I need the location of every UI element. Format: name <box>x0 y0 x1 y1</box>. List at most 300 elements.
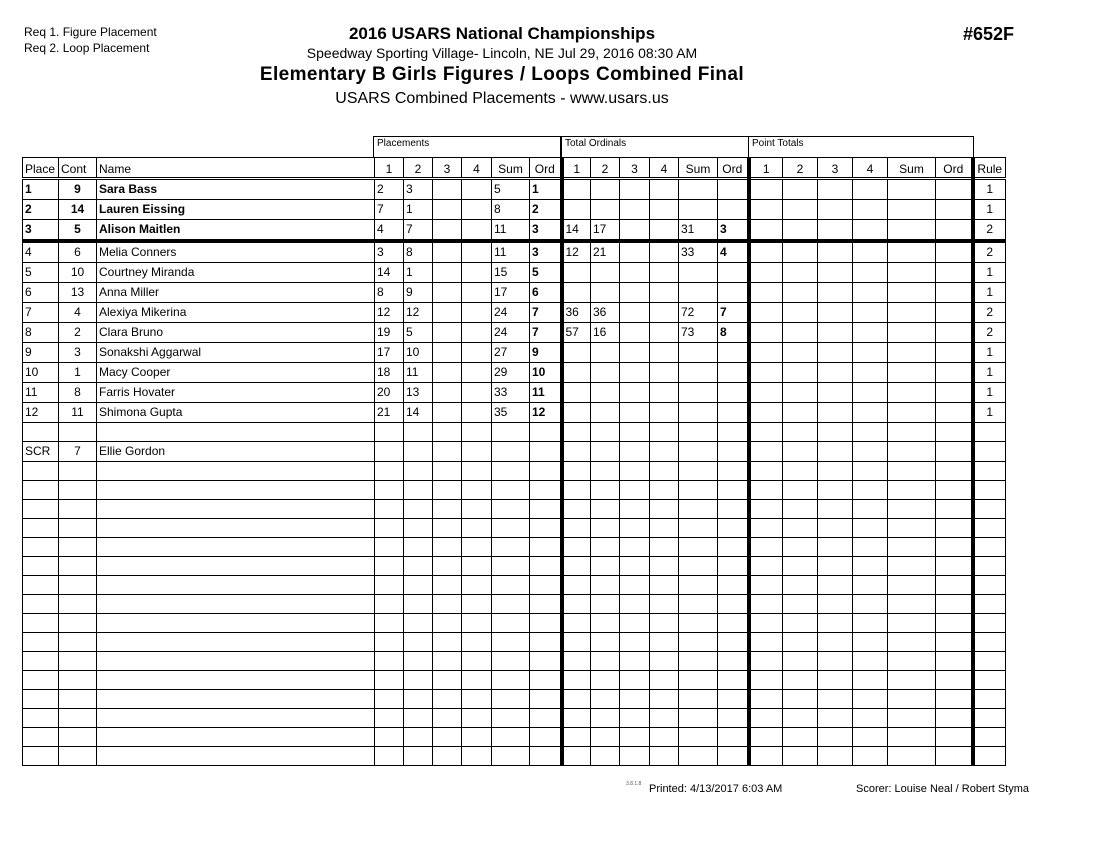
cell-t4 <box>650 633 679 652</box>
cell-p2 <box>404 595 433 614</box>
column-header-4: 4 <box>462 158 492 179</box>
printed-timestamp: Printed: 4/13/2017 6:03 AM <box>649 783 783 795</box>
cell-t4 <box>650 576 679 595</box>
cell-cont <box>59 614 97 633</box>
cell-qord <box>936 303 973 323</box>
cell-q2 <box>783 671 818 690</box>
cell-name <box>97 423 375 442</box>
cell-psum <box>492 595 530 614</box>
cell-q4 <box>853 538 888 557</box>
cell-p1: 4 <box>375 220 404 242</box>
empty-row <box>23 576 1006 595</box>
cell-cont <box>59 595 97 614</box>
cell-tord <box>718 538 749 557</box>
cell-t3 <box>620 557 650 576</box>
cell-qsum <box>888 614 936 633</box>
cell-psum <box>492 633 530 652</box>
cell-t1: 57 <box>562 323 591 343</box>
cell-cont: 14 <box>59 200 97 220</box>
cell-t4 <box>650 481 679 500</box>
cell-t2 <box>591 652 620 671</box>
cell-q2 <box>783 283 818 303</box>
cell-name <box>97 709 375 728</box>
cell-t4 <box>650 283 679 303</box>
cell-rule <box>973 442 1006 462</box>
cell-t3 <box>620 323 650 343</box>
cell-p2 <box>404 462 433 481</box>
cell-p4 <box>462 383 492 403</box>
cell-t1: 36 <box>562 303 591 323</box>
cell-place <box>23 633 59 652</box>
cell-psum <box>492 747 530 766</box>
column-header-3: 3 <box>818 158 853 179</box>
cell-place: 5 <box>23 263 59 283</box>
cell-p2: 5 <box>404 323 433 343</box>
cell-name <box>97 462 375 481</box>
cell-place: 2 <box>23 200 59 220</box>
cell-q3 <box>818 263 853 283</box>
cell-q2 <box>783 241 818 263</box>
cell-p4 <box>462 200 492 220</box>
empty-row <box>23 595 1006 614</box>
cell-pord <box>530 633 562 652</box>
cell-tord <box>718 709 749 728</box>
cell-t4 <box>650 500 679 519</box>
cell-q3 <box>818 481 853 500</box>
cell-name <box>97 652 375 671</box>
cell-qsum <box>888 423 936 442</box>
cell-tord <box>718 576 749 595</box>
event-subtitle: USARS Combined Placements - www.usars.us <box>335 90 669 107</box>
column-header-3: 3 <box>620 158 650 179</box>
cell-t2 <box>591 595 620 614</box>
cell-tsum <box>679 363 718 383</box>
cell-p1 <box>375 595 404 614</box>
cell-t1 <box>562 671 591 690</box>
cell-t3 <box>620 633 650 652</box>
cell-p4 <box>462 423 492 442</box>
cell-t4 <box>650 383 679 403</box>
table-row <box>23 179 1006 200</box>
cell-q3 <box>818 690 853 709</box>
cell-rule <box>973 423 1006 442</box>
cell-rule <box>973 633 1006 652</box>
empty-row <box>23 652 1006 671</box>
cell-tord <box>718 652 749 671</box>
cell-t4 <box>650 614 679 633</box>
cell-q3 <box>818 323 853 343</box>
cell-tsum <box>679 576 718 595</box>
cell-t4 <box>650 462 679 481</box>
cell-tord <box>718 423 749 442</box>
cell-q3 <box>818 442 853 462</box>
cell-place: SCR <box>23 442 59 462</box>
cell-name <box>97 557 375 576</box>
cell-t4 <box>650 538 679 557</box>
cell-cont: 11 <box>59 403 97 423</box>
cell-rule <box>973 614 1006 633</box>
cell-qord <box>936 343 973 363</box>
cell-q4 <box>853 363 888 383</box>
cell-q1 <box>749 303 783 323</box>
cell-qord <box>936 241 973 263</box>
cell-name: Sonakshi Aggarwal <box>97 343 375 363</box>
cell-name: Clara Bruno <box>97 323 375 343</box>
column-header-1: 1 <box>749 158 783 179</box>
cell-p4 <box>462 652 492 671</box>
cell-t2 <box>591 728 620 747</box>
cell-p3 <box>433 500 462 519</box>
cell-t3 <box>620 403 650 423</box>
cell-p3 <box>433 481 462 500</box>
cell-psum <box>492 671 530 690</box>
cell-p2 <box>404 709 433 728</box>
cell-q4 <box>853 652 888 671</box>
cell-q2 <box>783 363 818 383</box>
table-row <box>23 323 1006 343</box>
cell-p1 <box>375 538 404 557</box>
cell-tord <box>718 179 749 200</box>
table-row <box>23 200 1006 220</box>
cell-name <box>97 747 375 766</box>
cell-place <box>23 671 59 690</box>
cell-tord <box>718 283 749 303</box>
cell-q1 <box>749 576 783 595</box>
cell-rule: 1 <box>973 343 1006 363</box>
cell-p1: 12 <box>375 303 404 323</box>
cell-tsum <box>679 481 718 500</box>
cell-rule <box>973 709 1006 728</box>
cell-q3 <box>818 343 853 363</box>
cell-pord: 3 <box>530 241 562 263</box>
cell-q2 <box>783 614 818 633</box>
cell-t1: 14 <box>562 220 591 242</box>
cell-tsum <box>679 383 718 403</box>
cell-t3 <box>620 538 650 557</box>
cell-qsum <box>888 557 936 576</box>
cell-q3 <box>818 538 853 557</box>
cell-pord <box>530 576 562 595</box>
cell-p2: 10 <box>404 343 433 363</box>
cell-tsum <box>679 283 718 303</box>
cell-tsum <box>679 614 718 633</box>
cell-q1 <box>749 671 783 690</box>
cell-q2 <box>783 557 818 576</box>
cell-t4 <box>650 519 679 538</box>
cell-name: Courtney Miranda <box>97 263 375 283</box>
cell-pord <box>530 481 562 500</box>
cell-cont <box>59 709 97 728</box>
table-row <box>23 263 1006 283</box>
cell-cont: 9 <box>59 179 97 200</box>
cell-t4 <box>650 363 679 383</box>
cell-psum: 11 <box>492 220 530 242</box>
cell-tord <box>718 614 749 633</box>
cell-name: Shimona Gupta <box>97 403 375 423</box>
cell-t3 <box>620 179 650 200</box>
cell-rule: 1 <box>973 283 1006 303</box>
cell-qsum <box>888 500 936 519</box>
cell-t1 <box>562 652 591 671</box>
cell-q4 <box>853 728 888 747</box>
cell-t2 <box>591 403 620 423</box>
empty-row <box>23 671 1006 690</box>
cell-qsum <box>888 323 936 343</box>
cell-t3 <box>620 442 650 462</box>
cell-qord <box>936 220 973 242</box>
cell-q1 <box>749 747 783 766</box>
cell-psum <box>492 423 530 442</box>
cell-tsum <box>679 403 718 423</box>
cell-tord: 4 <box>718 241 749 263</box>
cell-t1 <box>562 263 591 283</box>
cell-tord <box>718 442 749 462</box>
cell-p3 <box>433 614 462 633</box>
cell-tord <box>718 500 749 519</box>
cell-t3 <box>620 652 650 671</box>
cell-q4 <box>853 383 888 403</box>
cell-place <box>23 728 59 747</box>
cell-qsum <box>888 179 936 200</box>
cell-place: 3 <box>23 220 59 242</box>
cell-t2: 16 <box>591 323 620 343</box>
cell-pord <box>530 671 562 690</box>
cell-q1 <box>749 481 783 500</box>
empty-row <box>23 557 1006 576</box>
cell-tsum: 33 <box>679 241 718 263</box>
cell-pord: 6 <box>530 283 562 303</box>
cell-tord <box>718 557 749 576</box>
cell-tord <box>718 519 749 538</box>
cell-t2 <box>591 671 620 690</box>
cell-t1 <box>562 519 591 538</box>
cell-qsum <box>888 747 936 766</box>
cell-t1 <box>562 403 591 423</box>
cell-name: Ellie Gordon <box>97 442 375 462</box>
cell-psum <box>492 462 530 481</box>
cell-tsum <box>679 519 718 538</box>
cell-cont <box>59 576 97 595</box>
cell-q3 <box>818 557 853 576</box>
cell-t2: 21 <box>591 241 620 263</box>
cell-p3 <box>433 462 462 481</box>
cell-t1 <box>562 690 591 709</box>
cell-q1 <box>749 263 783 283</box>
cell-pord: 12 <box>530 403 562 423</box>
cell-q2 <box>783 343 818 363</box>
cell-t4 <box>650 343 679 363</box>
cell-t2 <box>591 576 620 595</box>
cell-rule <box>973 671 1006 690</box>
cell-p2: 14 <box>404 403 433 423</box>
cell-p4 <box>462 557 492 576</box>
cell-place <box>23 500 59 519</box>
cell-p1 <box>375 671 404 690</box>
cell-q2 <box>783 633 818 652</box>
cell-tsum <box>679 442 718 462</box>
cell-t2 <box>591 363 620 383</box>
cell-p4 <box>462 462 492 481</box>
cell-t3 <box>620 576 650 595</box>
cell-q2 <box>783 200 818 220</box>
cell-p3 <box>433 241 462 263</box>
cell-qsum <box>888 220 936 242</box>
cell-place <box>23 423 59 442</box>
cell-psum <box>492 538 530 557</box>
cell-q2 <box>783 423 818 442</box>
cell-tsum <box>679 557 718 576</box>
cell-t3 <box>620 671 650 690</box>
cell-psum <box>492 709 530 728</box>
cell-p3 <box>433 595 462 614</box>
cell-pord <box>530 500 562 519</box>
cell-p3 <box>433 652 462 671</box>
cell-q4 <box>853 303 888 323</box>
cell-p2 <box>404 481 433 500</box>
cell-t2 <box>591 179 620 200</box>
cell-q3 <box>818 200 853 220</box>
cell-cont: 6 <box>59 241 97 263</box>
cell-p4 <box>462 576 492 595</box>
cell-tord: 7 <box>718 303 749 323</box>
column-header-rule: Rule <box>973 158 1006 179</box>
cell-p1: 21 <box>375 403 404 423</box>
cell-t2 <box>591 557 620 576</box>
cell-tsum <box>679 462 718 481</box>
cell-p2 <box>404 671 433 690</box>
cell-t3 <box>620 709 650 728</box>
empty-row <box>23 462 1006 481</box>
cell-p2 <box>404 690 433 709</box>
cell-p4 <box>462 442 492 462</box>
cell-psum: 24 <box>492 303 530 323</box>
cell-p4 <box>462 500 492 519</box>
cell-q2 <box>783 323 818 343</box>
cell-pord <box>530 614 562 633</box>
cell-rule: 2 <box>973 241 1006 263</box>
cell-name: Anna Miller <box>97 283 375 303</box>
cell-p4 <box>462 519 492 538</box>
cell-tsum <box>679 671 718 690</box>
cell-q3 <box>818 595 853 614</box>
cell-name: Farris Hovater <box>97 383 375 403</box>
cell-tord <box>718 671 749 690</box>
cell-p3 <box>433 423 462 442</box>
cell-q4 <box>853 323 888 343</box>
cell-qord <box>936 403 973 423</box>
cell-q3 <box>818 614 853 633</box>
cell-tsum <box>679 728 718 747</box>
cell-tord <box>718 481 749 500</box>
cell-t1 <box>562 728 591 747</box>
empty-row <box>23 728 1006 747</box>
cell-psum <box>492 576 530 595</box>
cell-name <box>97 500 375 519</box>
cell-psum: 11 <box>492 241 530 263</box>
cell-p1 <box>375 481 404 500</box>
cell-t2 <box>591 283 620 303</box>
cell-t2 <box>591 500 620 519</box>
cell-rule: 2 <box>973 303 1006 323</box>
cell-p2: 11 <box>404 363 433 383</box>
cell-qsum <box>888 383 936 403</box>
empty-row <box>23 614 1006 633</box>
cell-name <box>97 671 375 690</box>
cell-t2 <box>591 343 620 363</box>
cell-q4 <box>853 576 888 595</box>
cell-t3 <box>620 462 650 481</box>
cell-p2: 1 <box>404 263 433 283</box>
cell-q2 <box>783 403 818 423</box>
cell-t1 <box>562 179 591 200</box>
cell-q4 <box>853 557 888 576</box>
cell-q2 <box>783 303 818 323</box>
column-header-2: 2 <box>783 158 818 179</box>
cell-qsum <box>888 403 936 423</box>
cell-q2 <box>783 179 818 200</box>
cell-q1 <box>749 442 783 462</box>
cell-tsum <box>679 200 718 220</box>
cell-q4 <box>853 690 888 709</box>
cell-tord <box>718 403 749 423</box>
cell-t3 <box>620 303 650 323</box>
cell-q1 <box>749 343 783 363</box>
column-header-sum: Sum <box>679 158 718 179</box>
cell-q4 <box>853 179 888 200</box>
cell-p1 <box>375 442 404 462</box>
cell-pord: 7 <box>530 323 562 343</box>
cell-pord: 1 <box>530 179 562 200</box>
cell-rule <box>973 576 1006 595</box>
cell-p4 <box>462 690 492 709</box>
cell-t4 <box>650 442 679 462</box>
cell-q2 <box>783 462 818 481</box>
cell-t4 <box>650 423 679 442</box>
cell-qsum <box>888 576 936 595</box>
cell-p2 <box>404 614 433 633</box>
cell-p2 <box>404 557 433 576</box>
cell-q1 <box>749 633 783 652</box>
cell-tord <box>718 595 749 614</box>
cell-name: Alison Maitlen <box>97 220 375 242</box>
cell-t3 <box>620 614 650 633</box>
cell-place <box>23 462 59 481</box>
cell-p1 <box>375 652 404 671</box>
cell-q1 <box>749 363 783 383</box>
cell-rule: 2 <box>973 220 1006 242</box>
column-header-1: 1 <box>562 158 591 179</box>
cell-qsum <box>888 671 936 690</box>
cell-t1 <box>562 538 591 557</box>
cell-t1 <box>562 423 591 442</box>
cell-place: 9 <box>23 343 59 363</box>
cell-t4 <box>650 595 679 614</box>
cell-t4 <box>650 728 679 747</box>
cell-qsum <box>888 263 936 283</box>
cell-qord <box>936 595 973 614</box>
cell-pord <box>530 462 562 481</box>
cell-p4 <box>462 263 492 283</box>
cell-qord <box>936 423 973 442</box>
cell-t1 <box>562 383 591 403</box>
cell-q3 <box>818 303 853 323</box>
cell-q2 <box>783 595 818 614</box>
cell-qord <box>936 557 973 576</box>
cell-t1 <box>562 200 591 220</box>
cell-tord: 8 <box>718 323 749 343</box>
cell-p2: 9 <box>404 283 433 303</box>
cell-t2 <box>591 423 620 442</box>
